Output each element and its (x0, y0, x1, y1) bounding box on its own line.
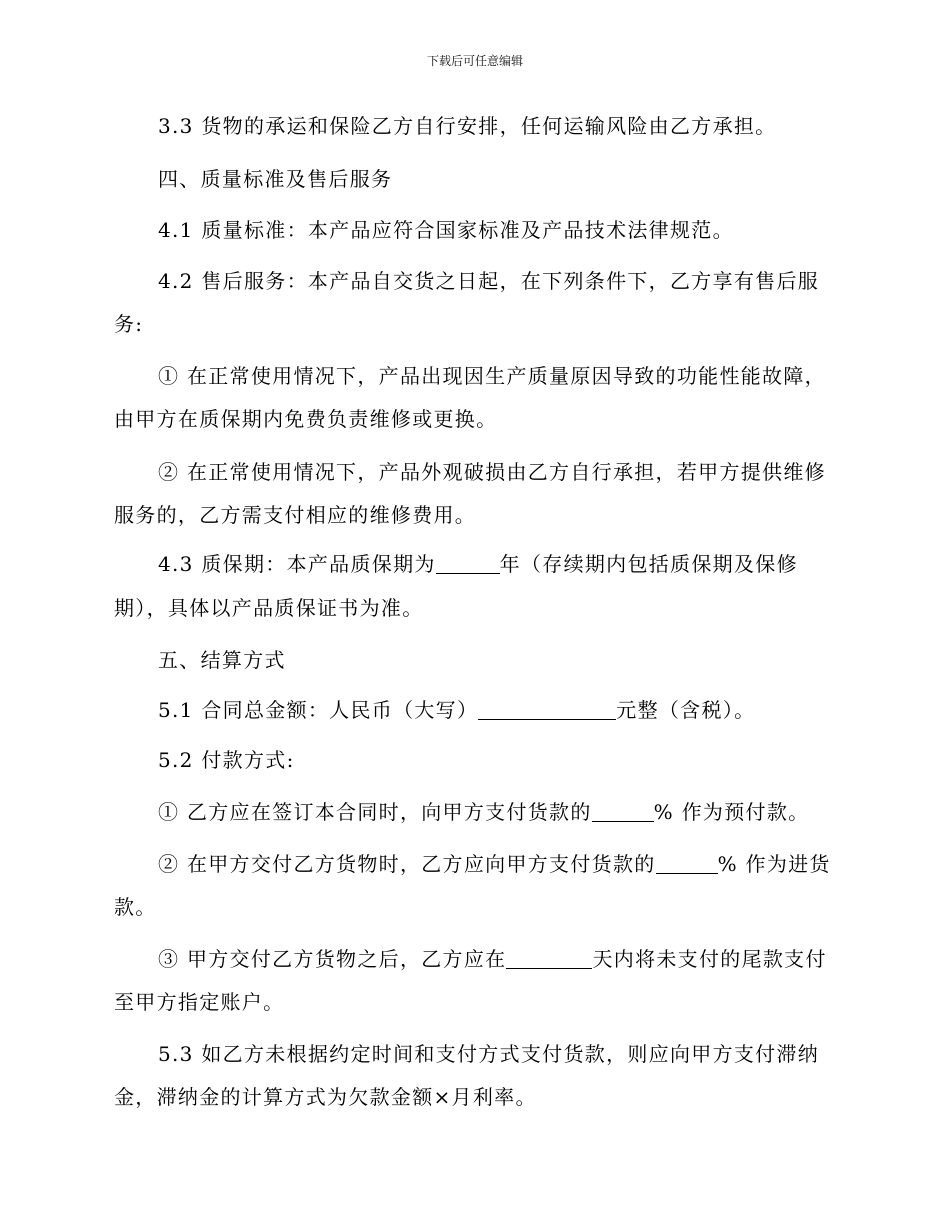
service-item-2-line1: ② 在正常使用情况下，产品外观破损由乙方自行承担，若甲方提供维修 (158, 460, 826, 484)
section-heading-4: 四、质量标准及售后服务 (158, 167, 393, 191)
service-item-2-line2: 服务的，乙方需支付相应的维修费用。 (114, 503, 477, 527)
payment-item-2-text-b: % 作为进货 (717, 852, 831, 876)
delivery-percent-blank (656, 851, 718, 874)
clause-4-3-line2: 期），具体以产品质保证书为准。 (114, 596, 424, 620)
payment-item-3-text-b: 天内将未支付的尾款支付 (592, 947, 827, 971)
service-item-1-line1: ① 在正常使用情况下，产品出现因生产质量原因导致的功能性能故障， (158, 364, 826, 388)
clause-5-1-text-a: 5.1 合同总金额：人民币（大写） (158, 698, 479, 722)
clause-4-1: 4.1 质量标准：本产品应符合国家标准及产品技术法律规范。 (158, 218, 734, 242)
clause-4-3-text-b: 年（存续期内包括质保期及保修 (499, 552, 798, 576)
clause-4-2-line2: 务: (114, 312, 144, 336)
payment-item-2-line1 (114, 842, 888, 887)
prepayment-percent-blank (592, 799, 654, 822)
warranty-years-blank (436, 551, 500, 574)
payment-item-3-line1 (114, 937, 888, 982)
clause-4-3-line1 (114, 542, 888, 587)
section-heading-5: 五、结算方式 (158, 648, 286, 672)
payment-item-1-text-b: % 作为预付款。 (653, 800, 810, 824)
clause-5-1 (114, 688, 888, 733)
clause-4-2-line1: 4.2 售后服务：本产品自交货之日起，在下列条件下，乙方享有售后服 (158, 269, 820, 293)
payment-item-1-text-a: ① 乙方应在签订本合同时，向甲方支付货款的 (158, 800, 592, 824)
clause-5-3-line2: 金，滞纳金的计算方式为欠款金额×月利率。 (114, 1085, 537, 1109)
payment-item-1 (114, 790, 888, 835)
payment-item-3-text-a: ③ 甲方交付乙方货物之后，乙方应在 (158, 947, 507, 971)
service-item-1-line2: 由甲方在质保期内免费负责维修或更换。 (114, 407, 498, 431)
days-blank (506, 946, 592, 969)
page-header-note: 下载后可任意编辑 (426, 54, 523, 68)
clause-5-1-text-b: 元整（含税）。 (616, 698, 756, 722)
clause-4-3-text-a: 4.3 质保期：本产品质保期为 (158, 552, 436, 576)
clause-5-2: 5.2 付款方式: (158, 748, 295, 772)
clause-3-3: 3.3 货物的承运和保险乙方自行安排，任何运输风险由乙方承担。 (158, 114, 777, 138)
payment-item-2-line2: 款。 (114, 895, 157, 919)
payment-item-3-line2: 至甲方指定账户。 (114, 990, 285, 1014)
payment-item-2-text-a: ② 在甲方交付乙方货物时，乙方应向甲方支付货款的 (158, 852, 656, 876)
clause-5-3-line1: 5.3 如乙方未根据约定时间和支付方式支付货款，则应向甲方支付滞纳 (158, 1042, 820, 1066)
total-amount-blank (478, 697, 616, 720)
